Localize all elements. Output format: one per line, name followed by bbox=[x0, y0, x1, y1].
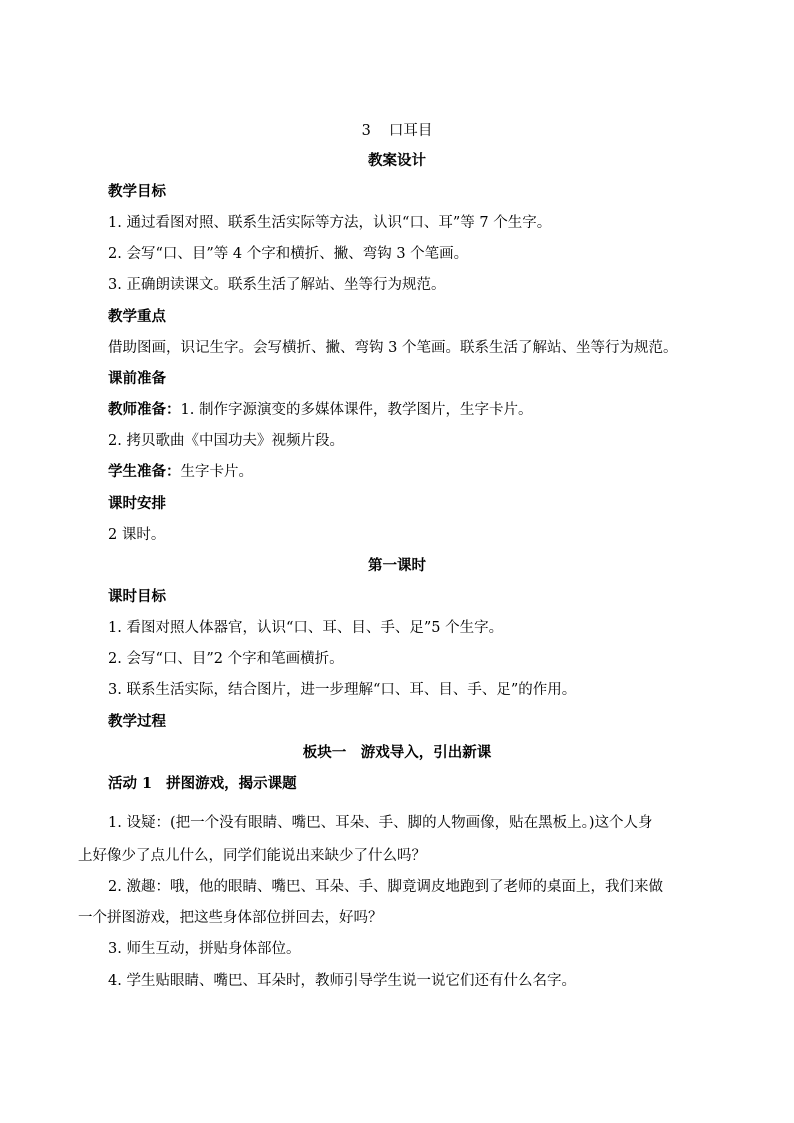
step3: 3. 师生互动，拼贴身体部位。 bbox=[108, 941, 301, 957]
step2-line1: 2. 激趣：哦，他的眼睛、嘴巴、耳朵、手、脚竟调皮地跑到了老师的桌面上，我们来做 bbox=[108, 879, 663, 895]
teacher-prep bbox=[108, 400, 754, 420]
first-lesson-title: 第一课时 bbox=[368, 557, 426, 574]
key-text: 借助图画，识记生字。会写横折、撇、弯钩 3 个笔画。联系生活了解站、坐等行为规范。 bbox=[108, 340, 678, 356]
process-heading: 教学过程 bbox=[108, 713, 166, 730]
lesson-goal-item: 2. 会写“口、目”2 个字和笔画横折。 bbox=[108, 651, 344, 667]
lesson-number: 3 bbox=[361, 123, 371, 139]
student-prep bbox=[108, 462, 754, 482]
key-heading: 教学重点 bbox=[108, 308, 166, 325]
student-prep-label: 学生准备： bbox=[108, 463, 181, 480]
step4: 4. 学生贴眼睛、嘴巴、耳朵时，教师引导学生说一说它们还有什么名字。 bbox=[108, 973, 576, 989]
goal-item: 3. 正确朗读课文。联系生活了解站、坐等行为规范。 bbox=[108, 277, 446, 293]
activity1-title: 拼图游戏，揭示课题 bbox=[166, 775, 297, 792]
step1-line2: 上好像少了点儿什么，同学们能说出来缺少了什么吗？ bbox=[78, 848, 426, 864]
goals-heading: 教学目标 bbox=[108, 183, 166, 200]
step2-line2: 一个拼图游戏，把这些身体部位拼回去，好吗？ bbox=[78, 910, 383, 926]
block1-title: 板块一 游戏导入，引出新课 bbox=[302, 744, 492, 761]
lesson-title-text: 口耳目 bbox=[388, 123, 433, 139]
prep-heading: 课前准备 bbox=[108, 370, 166, 387]
activity1-label: 活动 1 bbox=[108, 775, 153, 792]
teacher-prep-label: 教师准备： bbox=[108, 401, 181, 418]
lesson-goals-heading: 课时目标 bbox=[108, 588, 166, 605]
student-prep-text: 生字卡片。 bbox=[180, 464, 253, 480]
lesson-goal-item: 1. 看图对照人体器官，认识“口、耳、目、手、足”5 个生字。 bbox=[108, 620, 504, 636]
goal-item: 2. 会写“口、目”等 4 个字和横折、撇、弯钩 3 个笔画。 bbox=[108, 246, 469, 262]
design-title: 教案设计 bbox=[368, 152, 426, 169]
teacher-prep-text: 1. 制作字源演变的多媒体课件，教学图片，生字卡片。 bbox=[180, 402, 533, 418]
goal-item: 1. 通过看图对照、联系生活实际等方法，认识“口、耳”等 7 个生字。 bbox=[108, 215, 552, 231]
schedule-text: 2 课时。 bbox=[108, 527, 166, 543]
lesson-goal-item: 3. 联系生活实际，结合图片，进一步理解“口、耳、目、手、足”的作用。 bbox=[108, 682, 577, 698]
step1-line1: 1. 设疑：(把一个没有眼睛、嘴巴、耳朵、手、脚的人物画像，贴在黑板上。)这个人身 bbox=[108, 815, 653, 831]
activity1-heading bbox=[108, 774, 754, 794]
teacher-prep-2: 2. 拷贝歌曲《中国功夫》视频片段。 bbox=[108, 433, 344, 449]
schedule-heading: 课时安排 bbox=[108, 495, 166, 512]
lesson-title bbox=[0, 121, 794, 141]
